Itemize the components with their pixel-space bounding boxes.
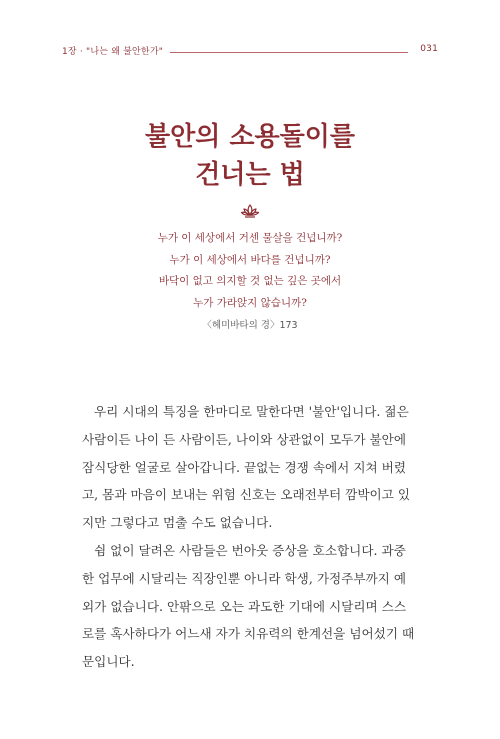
running-head <box>62 44 438 60</box>
epigraph-line: 누가 가라앉지 않습니까? <box>193 296 307 309</box>
body-line: 외가 없습니다. 안팎으로 오는 과도한 기대에 시달리며 스스 <box>82 598 406 614</box>
body-line: 한 업무에 시달리는 직장인뿐 아니라 학생, 가정주부까지 예 <box>82 570 406 586</box>
page-number: 031 <box>420 44 438 54</box>
section-title-line-1: 불안의 소용돌이를 <box>145 122 355 152</box>
header-rule <box>170 52 408 53</box>
epigraph-line: 누가 이 세상에서 바다를 건넙니까? <box>169 253 331 266</box>
body-line: 잠식당한 얼굴로 살아갑니다. 끝없는 경쟁 속에서 지쳐 버렸 <box>82 459 406 475</box>
epigraph-line: 누가 이 세상에서 거센 물살을 건넙니까? <box>157 232 343 244</box>
body-text <box>82 398 430 676</box>
body-line: 지만 그렇다고 멈출 수도 없습니다. <box>82 515 273 531</box>
section-title-line-2: 건너는 법 <box>195 160 305 190</box>
body-line: 로를 혹사하다가 어느새 자가 치유력의 한계선을 넘어섰기 때 <box>82 626 415 642</box>
body-line: 우리 시대의 특징을 한마디로 말한다면 '불안'입니다. 젊은 <box>94 404 409 419</box>
chapter-label: 1장 · "나는 왜 불안한가" <box>62 47 164 57</box>
epigraph <box>0 228 500 314</box>
epigraph-citation: 〈헤미바타의 경〉173 <box>202 320 298 331</box>
body-line: 문입니다. <box>82 654 135 670</box>
body-line: 쉼 없이 달려온 사람들은 번아웃 증상을 호소합니다. 과중 <box>94 542 406 558</box>
body-line: 사람이든 나이 든 사람이든, 나이와 상관없이 모두가 불안에 <box>82 431 406 447</box>
epigraph-line: 바닥이 없고 의지할 것 없는 깊은 곳에서 <box>158 275 342 287</box>
body-line: 고, 몸과 마음이 보내는 위험 신호는 오래전부터 깜박이고 있 <box>82 487 411 503</box>
lotus-icon <box>240 203 260 219</box>
